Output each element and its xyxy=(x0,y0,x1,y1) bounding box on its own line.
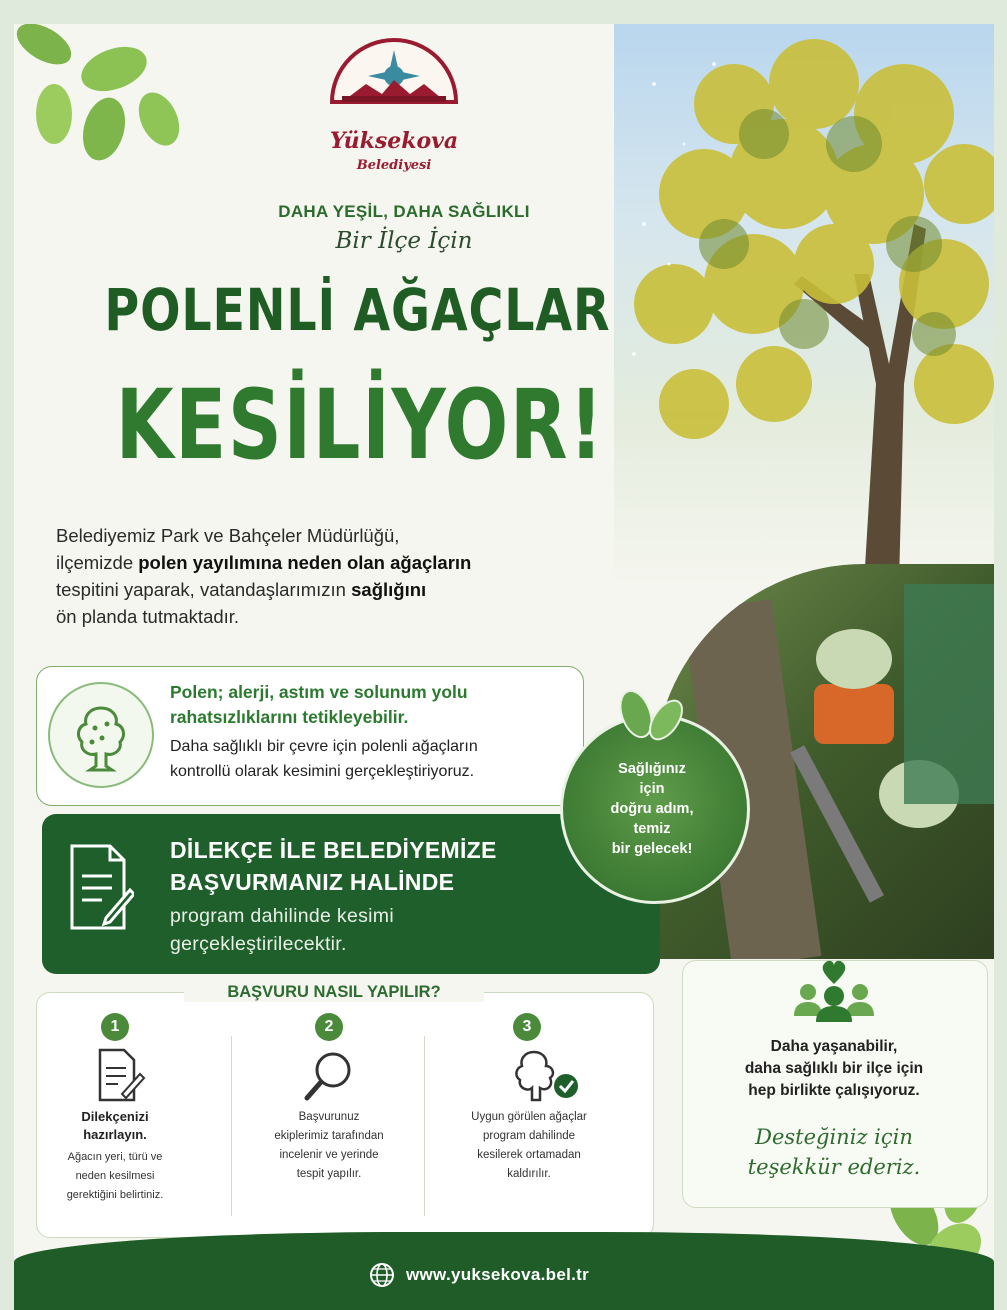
badge-line: temiz xyxy=(633,821,671,837)
step-text-line: program dahilinde xyxy=(482,1130,576,1142)
steps-title: BAŞVURU NASIL YAPILIR? xyxy=(184,983,484,1002)
intro-line xyxy=(56,576,616,603)
step-text-line: Başvurunuz xyxy=(298,1111,360,1123)
badge-text xyxy=(580,759,724,859)
badge-line: doğru adım, xyxy=(610,801,694,817)
step-text xyxy=(239,1108,419,1184)
municipality-logo xyxy=(326,36,462,136)
step-text-line: neden kesilmesi xyxy=(75,1170,155,1182)
step-number: 2 xyxy=(315,1013,343,1041)
globe-icon xyxy=(369,1262,395,1288)
document-icon xyxy=(88,1046,148,1106)
step-text-line: Ağacın yeri, türü ve xyxy=(67,1151,163,1163)
step-text xyxy=(439,1108,619,1184)
step-text-line: kesilerek ortamadan xyxy=(477,1149,581,1161)
step-text-line: Uygun görülen ağaçlar xyxy=(471,1111,587,1123)
warning-text-line: kontrollü olarak kesimini gerçekleştiriyoruz. xyxy=(170,763,475,780)
petition-text-line: gerçekleştirilecektir. xyxy=(170,933,347,955)
logo-name: Yüksekova xyxy=(329,128,459,154)
thanks-line: daha sağlıklı bir ilçe için xyxy=(744,1060,924,1077)
magnifier-icon xyxy=(299,1046,359,1106)
step-text-line: ekiplerimiz tarafından xyxy=(274,1130,384,1142)
warning-title xyxy=(170,680,570,730)
step-text-line: kaldırılır. xyxy=(507,1168,551,1180)
step-title xyxy=(35,1108,195,1144)
thanks-line: Daha yaşanabilir, xyxy=(770,1038,898,1055)
intro-line: ön planda tutmaktadır. xyxy=(56,606,240,627)
poster xyxy=(14,24,994,1310)
step-text-line: tespit yapılır. xyxy=(296,1168,362,1180)
leaves-top-left-decoration xyxy=(14,24,184,164)
headline-line1: POLENLİ AĞAÇLAR xyxy=(104,276,611,344)
badge-line: için xyxy=(639,781,665,797)
intro-bold-text: polen yayılımına neden olan ağaçların xyxy=(138,552,472,573)
step-divider xyxy=(424,1036,425,1216)
intro-text: ilçemizde xyxy=(56,552,139,573)
intro-paragraph xyxy=(56,522,616,630)
pollen-tree-photo xyxy=(614,24,994,584)
petition-text xyxy=(170,902,640,958)
step-number: 1 xyxy=(101,1013,129,1041)
warning-title-line: Polen; alerji, astım ve solunum yolu xyxy=(170,682,468,702)
tree-check-icon xyxy=(510,1046,586,1106)
leaf-icon xyxy=(608,684,698,744)
step-text-line: incelenir ve yerinde xyxy=(279,1149,379,1161)
headline-line2: KESİLİYOR! xyxy=(115,369,605,481)
thanks-line: hep birlikte çalışıyoruz. xyxy=(748,1082,920,1099)
petition-title-line: BAŞVURMANIZ HALİNDE xyxy=(170,869,455,895)
thanks-script xyxy=(682,1122,986,1182)
tagline: DAHA YEŞİL, DAHA SAĞLIKLI xyxy=(278,202,530,221)
intro-text: tespitini yaparak, vatandaşlarımızın xyxy=(56,579,352,600)
step-number: 3 xyxy=(513,1013,541,1041)
website-link[interactable]: www.yuksekova.bel.tr xyxy=(406,1265,589,1284)
community-heart-icon xyxy=(776,958,892,1028)
intro-bold-text: sağlığını xyxy=(351,579,427,600)
step-title-line: hazırlayın. xyxy=(83,1127,147,1142)
badge-line: Sağlığınız xyxy=(618,761,686,777)
tree-icon xyxy=(48,682,154,788)
petition-text-line: program dahilinde kesimi xyxy=(170,905,394,927)
thanks-script-line: Desteğiniz için xyxy=(755,1125,913,1149)
tagline-script: Bir İlçe İçin xyxy=(335,228,473,254)
badge-line: bir gelecek! xyxy=(611,841,693,857)
logo-subname: Belediyesi xyxy=(356,158,432,173)
intro-line xyxy=(56,549,616,576)
warning-text-line: Daha sağlıklı bir çevre için polenli ağaçların xyxy=(170,738,478,755)
thanks-script-line: teşekkür ederiz. xyxy=(747,1155,921,1179)
document-pen-icon xyxy=(66,842,134,932)
step-text-line: gerektiğini belirtiniz. xyxy=(66,1189,164,1201)
warning-title-line: rahatsızlıklarını tetikleyebilir. xyxy=(170,707,409,727)
warning-text xyxy=(170,734,580,784)
petition-title-line: DİLEKÇE İLE BELEDİYEMİZE xyxy=(170,837,497,863)
thanks-message xyxy=(682,1036,986,1102)
step-title-line: Dilekçenizi xyxy=(81,1109,149,1124)
step-divider xyxy=(231,1036,232,1216)
step-text xyxy=(25,1148,205,1205)
tree-illustration xyxy=(614,24,994,584)
intro-line: Belediyemiz Park ve Bahçeler Müdürlüğü, xyxy=(56,525,400,546)
